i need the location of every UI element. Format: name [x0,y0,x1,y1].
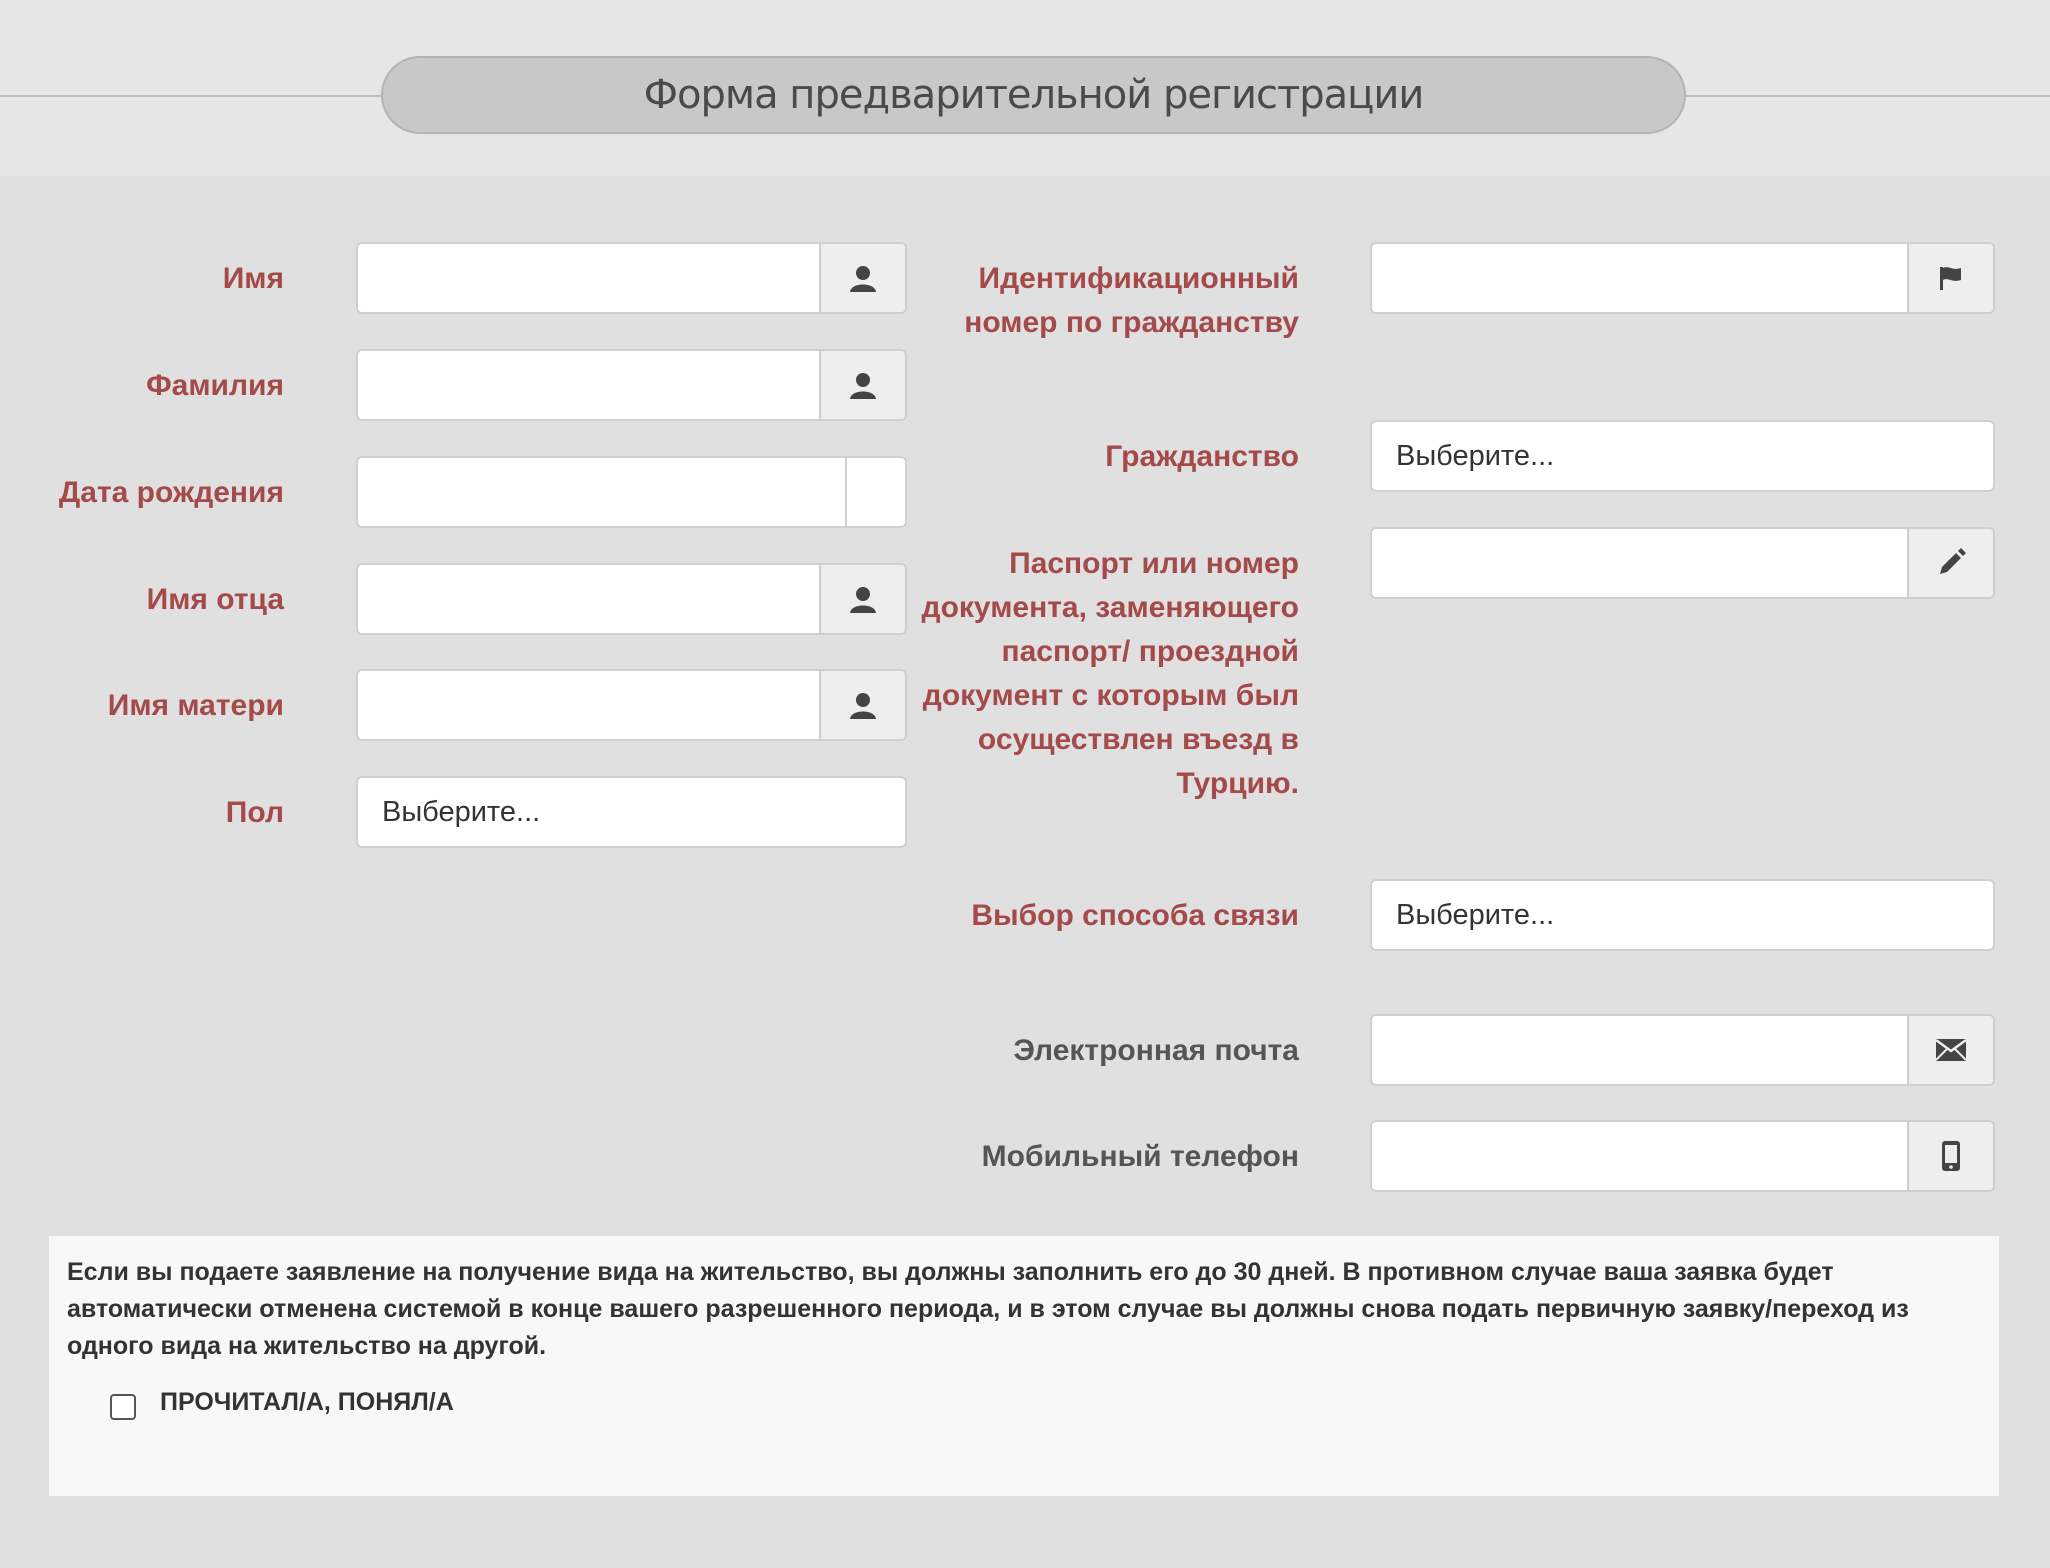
last-name-addon [819,351,905,419]
citizenship-id-label: Идентификационный номер по гражданству [964,262,1299,339]
mobile-field [1370,1120,1995,1192]
contact-method-label: Выбор способа связи [971,899,1299,932]
email-input[interactable] [1372,1016,1907,1084]
father-name-field [356,563,907,635]
birth-date-input[interactable] [358,458,845,526]
read-understood-checkbox[interactable] [110,1394,136,1420]
email-addon [1907,1016,1993,1084]
father-name-input[interactable] [358,565,819,633]
mobile-label: Мобильный телефон [981,1140,1299,1173]
first-name-field [356,242,907,314]
user-icon [848,370,878,400]
page-title: Форма предварительной регистрации [381,56,1686,134]
citizenship-id-field [1370,242,1995,314]
last-name-input[interactable] [358,351,819,419]
first-name-label: Имя [222,262,284,295]
birth-date-field [356,456,907,528]
father-name-addon [819,565,905,633]
mother-name-input[interactable] [358,671,819,739]
last-name-label: Фамилия [146,369,284,402]
mother-name-addon [819,671,905,739]
flag-icon [1937,264,1965,292]
email-label: Электронная почта [1013,1034,1299,1067]
birth-date-addon[interactable] [845,458,905,526]
mobile-phone-icon [1941,1140,1961,1172]
first-name-input[interactable] [358,244,819,312]
read-understood-label[interactable]: ПРОЧИТАЛ/А, ПОНЯЛ/А [160,1387,454,1416]
notice-panel [49,1236,1999,1496]
mother-name-label: Имя матери [107,689,284,722]
citizenship-id-input[interactable] [1372,244,1907,312]
email-field [1370,1014,1995,1086]
citizenship-select[interactable]: Выберите... [1370,420,1995,492]
first-name-addon [819,244,905,312]
contact-method-select[interactable]: Выберите... [1370,879,1995,951]
notice-text: Если вы подаете заявление на получение вида на жительство, вы должны заполнить его до 30 дней. В противном случае ваша заявка будет автоматически отменена системой в конце вашего разрешенного периода, и в этом случае вы должны снова подать первичную заявку/переход из одного вида на жительство на другой. [67,1258,1909,1360]
citizenship-id-addon [1907,244,1993,312]
envelope-icon [1935,1037,1967,1063]
user-icon [848,690,878,720]
passport-input[interactable] [1372,529,1907,597]
birth-date-label: Дата рождения [58,476,284,509]
user-icon [848,263,878,293]
citizenship-label: Гражданство [1105,440,1299,473]
read-understood-row[interactable] [110,1384,454,1420]
mother-name-field [356,669,907,741]
last-name-field [356,349,907,421]
mobile-addon [1907,1122,1993,1190]
passport-addon [1907,529,1993,597]
gender-select[interactable]: Выберите... [356,776,907,848]
passport-label: Паспорт или номер документа, заменяющего паспорт/ проездной документ с которым был осуществлен въезд в Турцию. [921,547,1299,800]
mobile-input[interactable] [1372,1122,1907,1190]
passport-field [1370,527,1995,599]
pencil-icon [1936,548,1966,578]
gender-label: Пол [225,796,284,829]
user-icon [848,584,878,614]
father-name-label: Имя отца [146,583,284,616]
